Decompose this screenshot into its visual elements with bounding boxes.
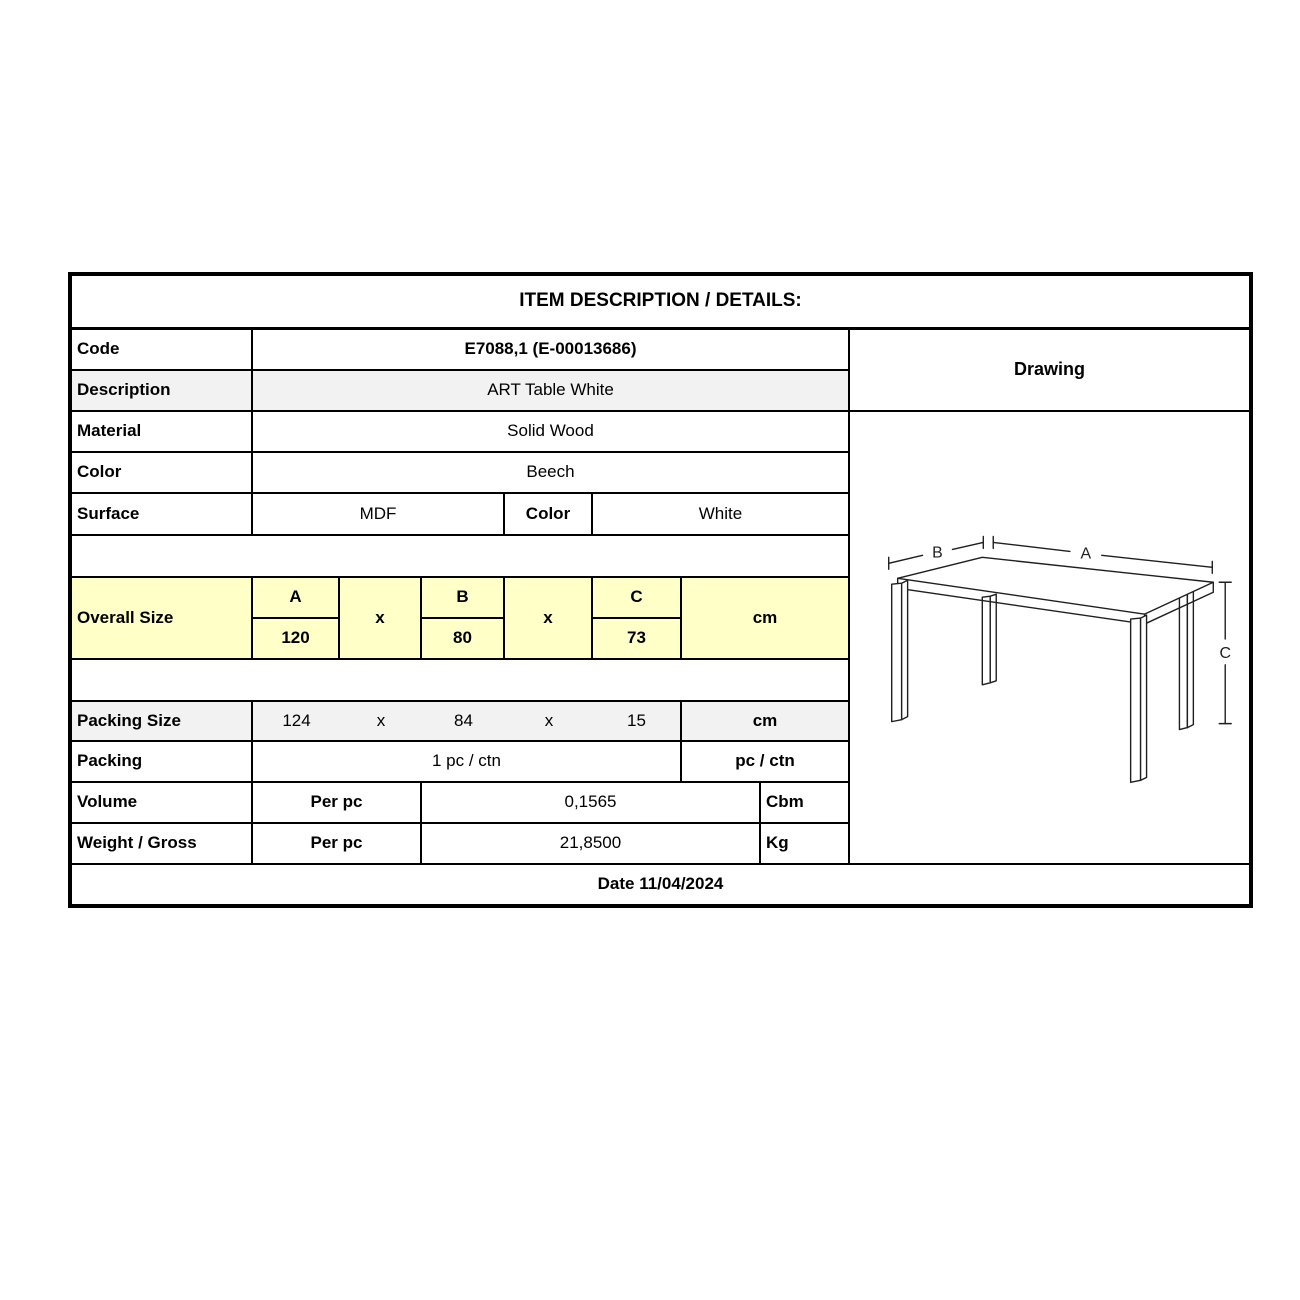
description-label: Description xyxy=(72,371,253,412)
packing-size-label: Packing Size xyxy=(72,702,253,742)
date-row: Date 11/04/2024 xyxy=(72,865,1249,904)
sheet-title: ITEM DESCRIPTION / DETAILS: xyxy=(72,276,1249,330)
weight-per-pc: Per pc xyxy=(253,824,422,865)
overall-size-c-value: 73 xyxy=(593,619,682,660)
packing-size-x2: x xyxy=(505,702,593,742)
volume-label: Volume xyxy=(72,783,253,824)
drawing-panel xyxy=(850,412,1249,865)
packing-size-x1: x xyxy=(340,702,422,742)
material-value: Solid Wood xyxy=(253,412,850,453)
weight-value: 21,8500 xyxy=(422,824,761,865)
overall-size-label: Overall Size xyxy=(72,578,253,660)
overall-size-a-header: A xyxy=(253,578,340,619)
packing-size-a: 124 xyxy=(253,702,340,742)
table-drawing xyxy=(850,412,1249,863)
packing-value: 1 pc / ctn xyxy=(253,742,682,783)
packing-size-b: 84 xyxy=(422,702,505,742)
dim-c-label: C xyxy=(1219,644,1231,662)
color-value: Beech xyxy=(253,453,850,494)
code-value: E7088,1 (E-00013686) xyxy=(253,330,850,371)
color-label: Color xyxy=(72,453,253,494)
description-value: ART Table White xyxy=(253,371,850,412)
drawing-header: Drawing xyxy=(850,330,1249,412)
weight-unit: Kg xyxy=(761,824,850,865)
packing-size-unit: cm xyxy=(682,702,850,742)
dim-b-label: B xyxy=(932,544,943,562)
material-label: Material xyxy=(72,412,253,453)
overall-size-a-value: 120 xyxy=(253,619,340,660)
overall-size-c-header: C xyxy=(593,578,682,619)
packing-size-c: 15 xyxy=(593,702,682,742)
volume-per-pc: Per pc xyxy=(253,783,422,824)
overall-size-x1: x xyxy=(340,578,422,660)
overall-size-x2: x xyxy=(505,578,593,660)
overall-size-unit: cm xyxy=(682,578,850,660)
spacer-row-2 xyxy=(72,660,850,702)
volume-value: 0,1565 xyxy=(422,783,761,824)
dim-a-label: A xyxy=(1080,545,1092,563)
spacer-row-1 xyxy=(72,536,850,578)
code-label: Code xyxy=(72,330,253,371)
surface-label: Surface xyxy=(72,494,253,536)
surface-value: MDF xyxy=(253,494,505,536)
packing-label: Packing xyxy=(72,742,253,783)
weight-label: Weight / Gross xyxy=(72,824,253,865)
surface-color-label: Color xyxy=(505,494,593,536)
volume-unit: Cbm xyxy=(761,783,850,824)
overall-size-b-value: 80 xyxy=(422,619,505,660)
item-spec-sheet xyxy=(68,272,1253,908)
overall-size-b-header: B xyxy=(422,578,505,619)
packing-unit: pc / ctn xyxy=(682,742,850,783)
surface-color-value: White xyxy=(593,494,850,536)
